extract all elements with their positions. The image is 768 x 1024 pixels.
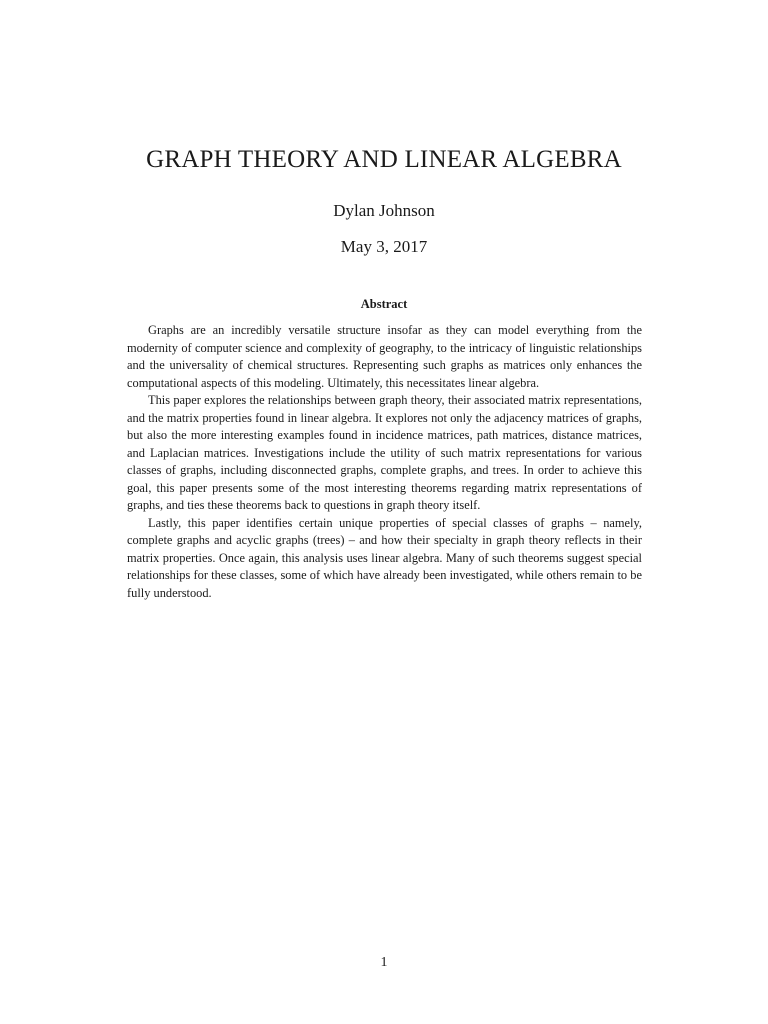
paper-date: May 3, 2017 — [340, 237, 428, 256]
page-number: 1 — [380, 955, 388, 970]
paper-title: GRAPH THEORY AND LINEAR ALGEBRA — [146, 146, 622, 173]
abstract-paragraph: This paper explores the relationships between graph theory, their associated matrix representations, and the matrix properties found in linear algebra. It explores not only the adjacency matrices of graphs, but also the more interesting examples found in incidence matrices, path matrices, distance matrices, and Laplacian matrices. Investigations include the utility of such matrix representations for various classes of graphs, including disconnected graphs, complete graphs, and trees. In order to achieve this goal, this paper presents some of the most interesting theorems regarding matrix representations of graphs, and ties these theorems back to questions in graph theory itself. — [127, 393, 642, 512]
paper-author: Dylan Johnson — [333, 201, 435, 220]
abstract-body — [127, 322, 642, 602]
abstract-heading: Abstract — [360, 297, 408, 311]
abstract-paragraph: Graphs are an incredibly versatile structure insofar as they can model everything from the modernity of computer science and complexity of geography, to the intricacy of linguistic relationships and the universality of chemical structures. Representing such graphs as matrices only enhances the computational aspects of this modeling. Ultimately, this necessitates linear algebra. — [127, 323, 642, 390]
abstract-paragraph: Lastly, this paper identifies certain unique properties of special classes of graphs – namely, complete graphs and acyclic graphs (trees) – and how their specialty in graph theory reflects in their matrix properties. Once again, this analysis uses linear algebra. Many of such theorems suggest special relationships for these classes, some of which have already been investigated, while others remain to be fully understood. — [127, 515, 642, 600]
